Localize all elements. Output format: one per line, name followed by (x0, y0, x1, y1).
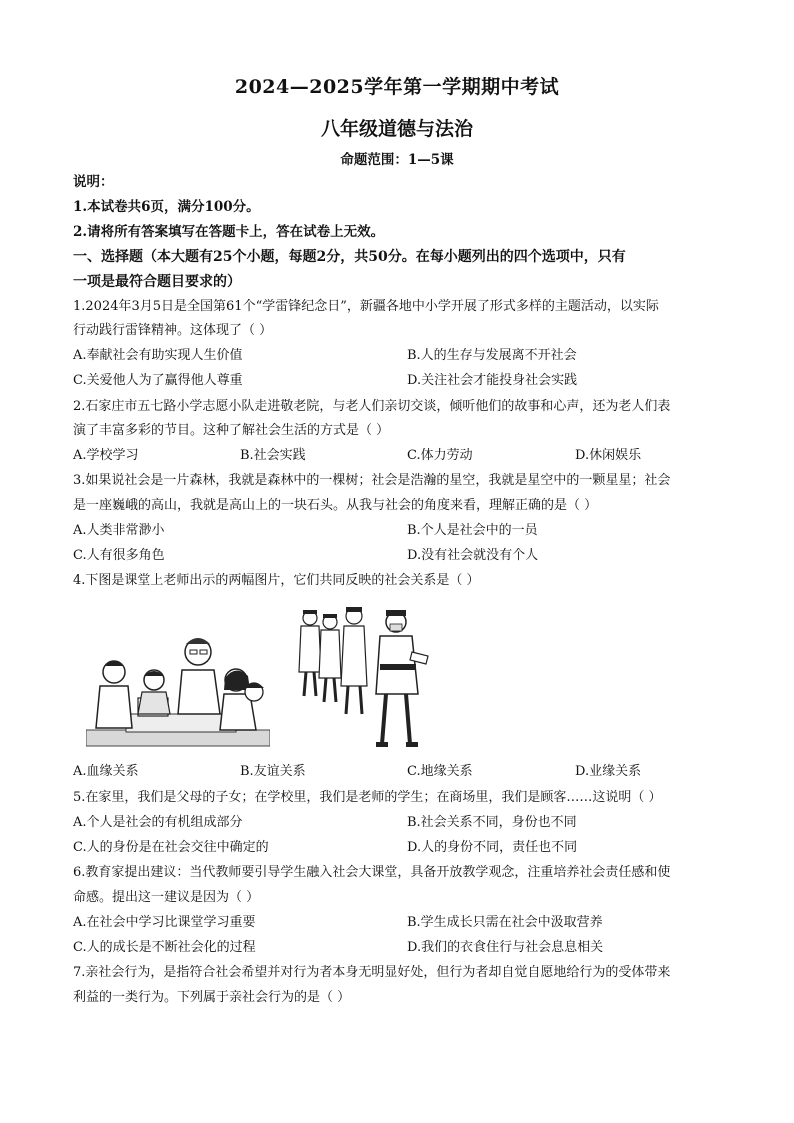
q2-option-d: D.休闲娱乐 (575, 448, 642, 463)
q3-stem-cont: 是一座巍峨的高山，我就是高山上的一块石头。从我与社会的角度来看，理解正确的是（ ） (73, 498, 598, 513)
q5-option-b: B.社会关系不同，身份也不同 (407, 815, 577, 830)
q1-option-b: B.人的生存与发展离不开社会 (407, 348, 577, 363)
q2-stem-cont: 演了丰富多彩的节目。这种了解社会生活的方式是（ ） (73, 423, 390, 438)
q2-option-a: A.学校学习 (73, 448, 139, 463)
q1-option-c: C.关爱他人为了赢得他人尊重 (73, 373, 243, 388)
q5-option-c: C.人的身份是在社会交往中确定的 (73, 840, 269, 855)
q3-option-c: C.人有很多角色 (73, 548, 165, 563)
q4-stem: 4.下图是课堂上老师出示的两幅图片，它们共同反映的社会关系是（ ） (73, 573, 480, 588)
patrol-illustration (296, 604, 436, 750)
q2-option-b: B.社会实践 (240, 448, 306, 463)
q5-option-d: D.人的身份不同，责任也不同 (407, 840, 578, 855)
q3-option-a: A.人类非常渺小 (73, 523, 165, 538)
q3-option-b: B.个人是社会中的一员 (407, 523, 538, 538)
q2-stem: 2.石家庄市五七路小学志愿小队走进敬老院，与老人们亲切交谈，倾听他们的故事和心声，还为老人们表 (73, 399, 671, 414)
q2-option-c: C.体力劳动 (407, 448, 473, 463)
q7-stem: 7.亲社会行为，是指符合社会希望并对行为者本身无明显好处，但行为者却自觉自愿地给行为的受体带来 (73, 965, 671, 980)
q4-option-d: D.业缘关系 (575, 764, 642, 779)
exam-title: 2024—2025学年第一学期期中考试 (234, 76, 560, 98)
classroom-illustration (86, 630, 270, 750)
q6-option-a: A.在社会中学习比课堂学习重要 (73, 915, 256, 930)
q7-stem-cont: 利益的一类行为。下列属于亲社会行为的是（ ） (73, 990, 351, 1005)
exam-scope: 命题范围：1—5课 (340, 152, 454, 168)
q6-stem-cont: 命感。提出这一建议是因为（ ） (73, 890, 260, 905)
q1-stem-cont: 行动践行雷锋精神。这体现了（ ） (73, 323, 273, 338)
q5-stem: 5.在家里，我们是父母的子女；在学校里，我们是老师的学生；在商场里，我们是顾客……这说明（ ） (73, 790, 662, 805)
q6-option-d: D.我们的衣食住行与社会息息相关 (407, 940, 604, 955)
q1-option-a: A.奉献社会有助实现人生价值 (73, 348, 243, 363)
q1-stem: 1.2024年3月5日是全国第61个“学雷锋纪念日”，新疆各地中小学开展了形式多样的主题活动，以实际 (73, 299, 659, 314)
section-1-heading: 一、选择题（本大题有25个小题，每题2分，共50分。在每小题列出的四个选项中，只有 (73, 249, 626, 265)
q4-option-c: C.地缘关系 (407, 764, 473, 779)
q4-option-a: A.血缘关系 (73, 764, 139, 779)
q1-option-d: D.关注社会才能投身社会实践 (407, 373, 578, 388)
note-2: 2.请将所有答案填写在答题卡上，答在试卷上无效。 (73, 224, 385, 240)
section-1-heading-cont: 一项是最符合题目要求的） (73, 274, 241, 290)
notes-label: 说明： (73, 174, 114, 190)
q6-option-c: C.人的成长是不断社会化的过程 (73, 940, 256, 955)
q6-option-b: B.学生成长只需在社会中汲取营养 (407, 915, 603, 930)
q3-stem: 3.如果说社会是一片森林，我就是森林中的一棵树；社会是浩瀚的星空，我就是星空中的一颗星星；社会 (73, 473, 671, 488)
q3-option-d: D.没有社会就没有个人 (407, 548, 539, 563)
exam-subject: 八年级道德与法治 (320, 118, 473, 140)
note-1: 1.本试卷共6页，满分100分。 (73, 199, 260, 215)
q4-option-b: B.友谊关系 (240, 764, 306, 779)
q6-stem: 6.教育家提出建议：当代教师要引导学生融入社会大课堂，具备开放教学观念，注重培养社会责任感和使 (73, 865, 671, 880)
q5-option-a: A.个人是社会的有机组成部分 (73, 815, 243, 830)
